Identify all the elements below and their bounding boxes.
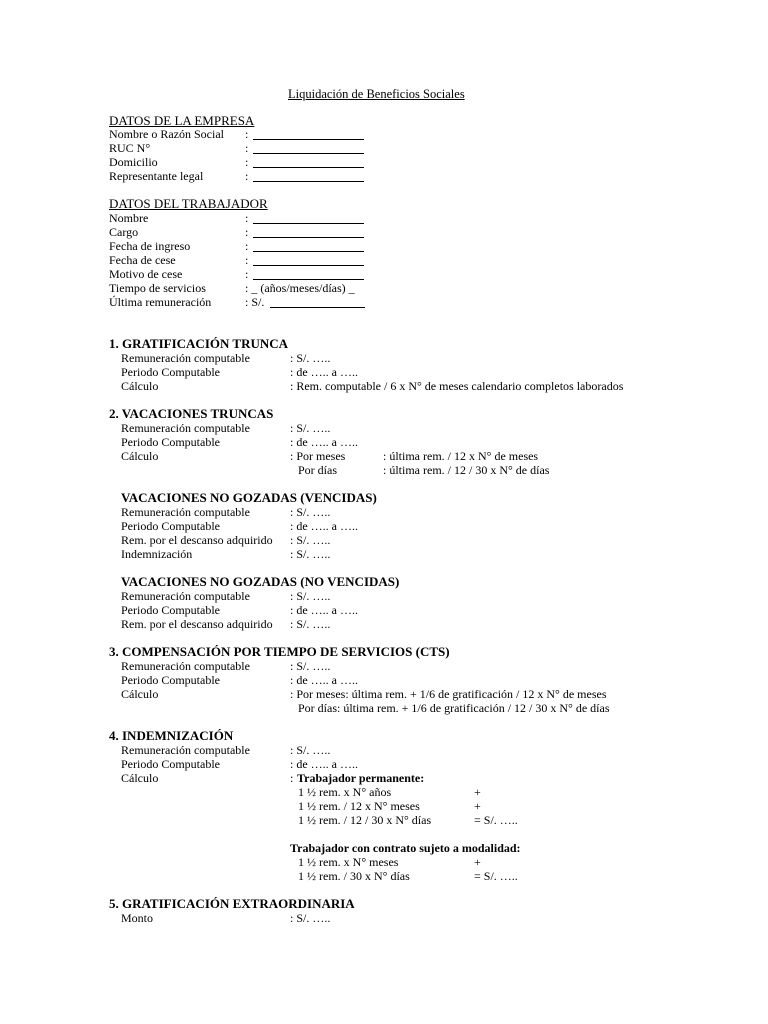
row-value: : Por meses [290, 449, 346, 463]
formula: 1 ½ rem. / 12 / 30 x N° días [298, 813, 432, 827]
row-value: : S/. ….. [290, 547, 331, 561]
tiempo-servicios-value: : _ (años/meses/días) _ [245, 281, 355, 295]
colon: : [245, 239, 249, 253]
row-label: Indemnización [121, 547, 193, 561]
trabajador-field-label: Nombre [109, 211, 149, 225]
row-label: Periodo Computable [121, 519, 220, 533]
row-value: : Por meses: última rem. + 1/6 de gratificación / 12 x N° de meses [290, 687, 607, 701]
colon: : [245, 253, 249, 267]
row-value: : de ….. a ….. [290, 673, 358, 687]
row-label: Cálculo [121, 687, 159, 701]
blank-line [253, 167, 364, 168]
row-value: : S/. ….. [290, 533, 331, 547]
colon: : [245, 127, 249, 141]
empresa-field-label: Representante legal [109, 169, 204, 183]
blank-line [253, 237, 364, 238]
section-title: 5. GRATIFICACIÓN EXTRAORDINARIA [109, 896, 355, 911]
trabajador-field-label: Fecha de ingreso [109, 239, 191, 253]
row-label: Remuneración computable [121, 351, 250, 365]
row-label: Cálculo [121, 449, 159, 463]
operator: = S/. ….. [474, 813, 518, 827]
row-value: : S/. ….. [290, 911, 331, 925]
colon: : [245, 169, 249, 183]
row-value: : de ….. a ….. [290, 603, 358, 617]
formula: : última rem. / 12 / 30 x N° de días [383, 463, 550, 477]
empresa-field-label: RUC N° [109, 141, 151, 155]
operator: + [474, 799, 481, 813]
row-value: : S/. ….. [290, 505, 331, 519]
colon: : [245, 155, 249, 169]
row-label: Periodo Computable [121, 757, 220, 771]
row-value: : S/. ….. [290, 589, 331, 603]
row-label: Remuneración computable [121, 505, 250, 519]
ultima-remuneracion-value: : S/. [245, 295, 265, 309]
operator: + [474, 785, 481, 799]
row-label: Remuneración computable [121, 743, 250, 757]
formula: 1 ½ rem. x N° meses [298, 855, 399, 869]
row-label: Rem. por el descanso adquirido [121, 533, 273, 547]
row-label: Rem. por el descanso adquirido [121, 617, 273, 631]
row-label: Periodo Computable [121, 673, 220, 687]
formula: 1 ½ rem. x N° años [298, 785, 392, 799]
trabajador-field-label: Cargo [109, 225, 139, 239]
colon: : [245, 267, 249, 281]
row-value: : de ….. a ….. [290, 519, 358, 533]
row-label: Monto [121, 911, 154, 925]
blank-line [253, 265, 364, 266]
empresa-field-label: Domicilio [109, 155, 158, 169]
section-title: 3. COMPENSACIÓN POR TIEMPO DE SERVICIOS (CTS) [109, 644, 450, 659]
trabajador-header: DATOS DEL TRABAJADOR [109, 196, 268, 211]
row-label: Periodo Computable [121, 435, 220, 449]
section-title: VACACIONES NO GOZADAS (NO VENCIDAS) [121, 574, 400, 589]
row-label: Remuneración computable [121, 659, 250, 673]
empresa-field-label: Nombre o Razón Social [109, 127, 224, 141]
blank-line [253, 181, 364, 182]
formula: : última rem. / 12 x N° de meses [383, 449, 539, 463]
row-value: : de ….. a ….. [290, 757, 358, 771]
colon: : [245, 225, 249, 239]
modalidad-label: Trabajador con contrato sujeto a modalidad: [290, 841, 521, 855]
trabajador-field-label: Motivo de cese [109, 267, 183, 281]
row-value: : S/. ….. [290, 421, 331, 435]
row-value: : [290, 771, 294, 785]
row-label: Periodo Computable [121, 603, 220, 617]
empresa-header: DATOS DE LA EMPRESA [109, 113, 255, 128]
trabajador-field-label: Tiempo de servicios [109, 281, 206, 295]
page-title: Liquidación de Beneficios Sociales [288, 87, 465, 101]
trabajador-field-label: Última remuneración [109, 295, 212, 309]
blank-line [253, 223, 364, 224]
section-title: VACACIONES NO GOZADAS (VENCIDAS) [121, 490, 377, 505]
section-title: 4. INDEMNIZACIÓN [109, 728, 234, 743]
blank-line [253, 139, 364, 140]
formula-label: Por días [298, 463, 337, 477]
row-value: : S/. ….. [290, 617, 331, 631]
formula: Por días: última rem. + 1/6 de gratificación / 12 / 30 x N° de días [298, 701, 610, 715]
row-label: Remuneración computable [121, 589, 250, 603]
blank-line [253, 153, 364, 154]
row-value: : S/. ….. [290, 351, 331, 365]
section-title: 2. VACACIONES TRUNCAS [109, 406, 274, 421]
trabajador-field-label: Fecha de cese [109, 253, 176, 267]
row-value: : Rem. computable / 6 x N° de meses calendario completos laborados [290, 379, 624, 393]
row-label: Cálculo [121, 379, 159, 393]
row-value: : de ….. a ….. [290, 365, 358, 379]
section-title: 1. GRATIFICACIÓN TRUNCA [109, 336, 289, 351]
row-value: : S/. ….. [290, 659, 331, 673]
colon: : [245, 211, 249, 225]
row-value: : S/. ….. [290, 743, 331, 757]
row-label: Remuneración computable [121, 421, 250, 435]
blank-line [270, 307, 365, 308]
operator: + [474, 855, 481, 869]
blank-line [253, 251, 364, 252]
row-label: Periodo Computable [121, 365, 220, 379]
blank-line [253, 279, 364, 280]
colon: : [245, 141, 249, 155]
permanente-label: Trabajador permanente: [297, 771, 425, 785]
row-label: Cálculo [121, 771, 159, 785]
operator: = S/. ….. [474, 869, 518, 883]
row-value: : de ….. a ….. [290, 435, 358, 449]
formula: 1 ½ rem. / 12 x N° meses [298, 799, 420, 813]
formula: 1 ½ rem. / 30 x N° días [298, 869, 410, 883]
